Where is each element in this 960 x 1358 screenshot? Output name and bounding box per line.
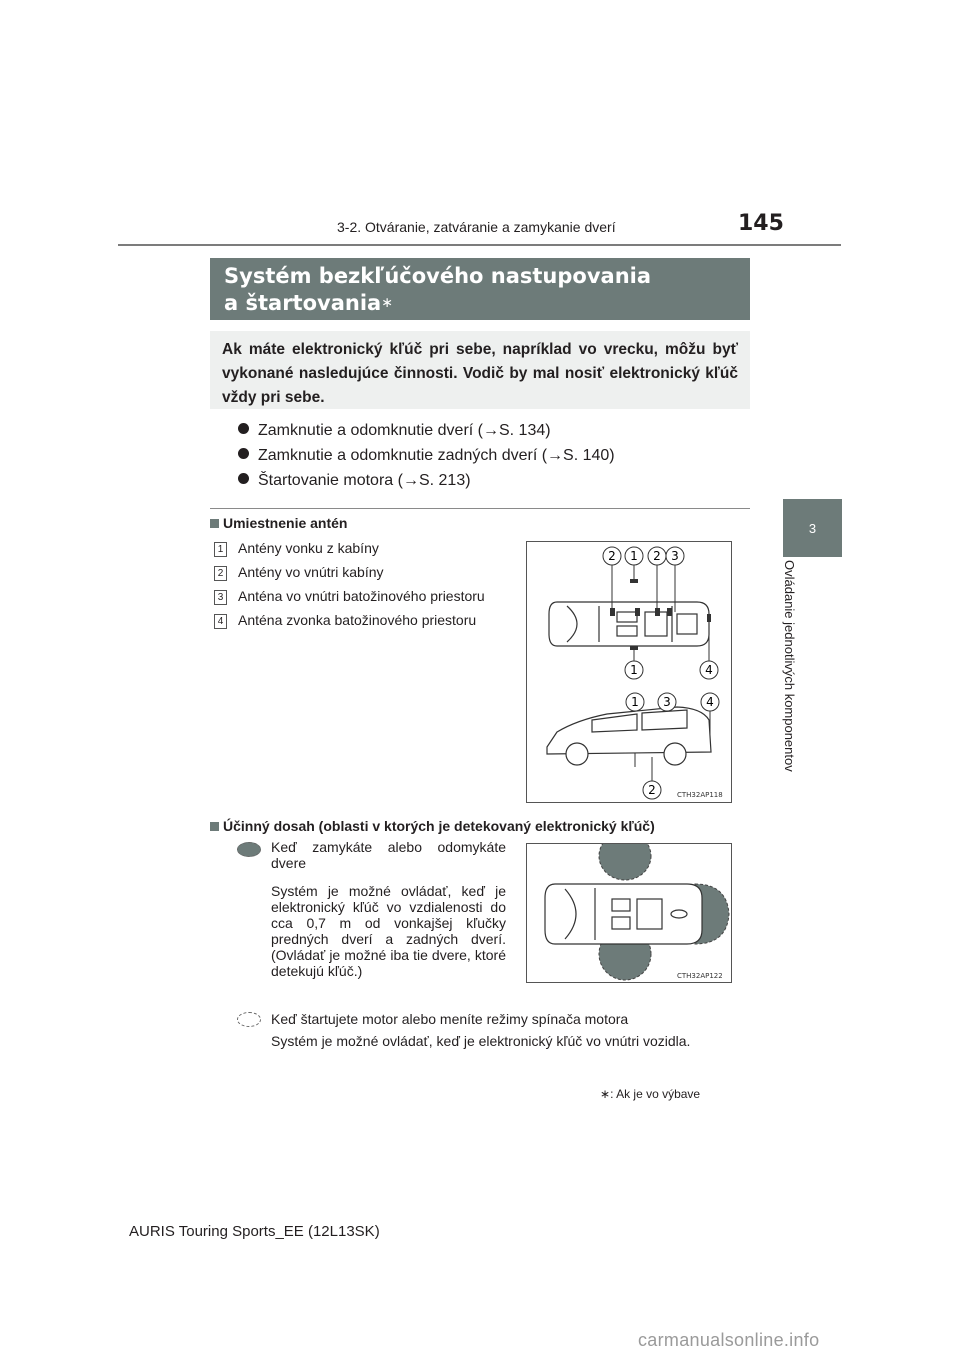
number-box-icon: 3: [214, 590, 227, 605]
callout-mid-1: [625, 661, 643, 679]
callout-label: 3: [671, 549, 679, 563]
watermark: carmanualsonline.info: [638, 1330, 820, 1350]
bullet-text: Zamknutie a odomknutie dverí (→S. 134): [258, 422, 551, 439]
bullet-dot-icon: [238, 448, 249, 459]
callout-label: 2: [608, 549, 616, 563]
chapter-number: 3: [808, 520, 817, 536]
car-top-view: [549, 602, 709, 646]
title-line-2: [224, 289, 393, 317]
bullet-dot-icon: [238, 473, 249, 484]
number-box-icon: 4: [214, 614, 227, 629]
callout-side-2: [658, 693, 676, 711]
callout-label: 4: [705, 663, 713, 677]
callout-label: 1: [630, 663, 638, 677]
bullet-dot-icon: [238, 423, 249, 434]
chapter-title: Ovládanie jednotlivých komponentov: [782, 560, 797, 772]
callout-top-3: [648, 547, 666, 565]
title-line-1: Systém bezkľúčového nastupovania: [224, 264, 652, 288]
chapter-tab: [783, 499, 842, 557]
antenna-diagram: [527, 542, 731, 802]
range-heading-text: Účinný dosah (oblasti v ktorých je detekovaný elektronický kľúč): [223, 818, 655, 834]
range-zone-outline-icon: [237, 1012, 261, 1027]
antennas-heading: [210, 515, 347, 531]
car-side-view: [547, 707, 711, 765]
callout-label: 1: [631, 695, 639, 709]
antenna-item: [214, 540, 379, 557]
range-zone-filled-icon: [237, 842, 261, 857]
chapter-title-vertical: [782, 560, 802, 805]
section-header: 3-2. Otváranie, zatváranie a zamykanie dverí: [337, 219, 616, 235]
bullet-item: [238, 472, 471, 490]
footnote: [600, 1087, 700, 1101]
callout-top-1: [603, 547, 621, 565]
antennas-heading-text: Umiestnenie antén: [223, 515, 348, 531]
engine-title: Keď štartujete motor alebo meníte režimy spínača motora: [271, 1011, 629, 1027]
antenna-label: Anténa zvonka batožinového priestoru: [238, 612, 477, 628]
section-rule: [210, 508, 750, 509]
callout-label: 2: [653, 549, 661, 563]
footer-model: AURIS Touring Sports_EE (12L13SK): [129, 1223, 380, 1240]
figure-code: CTH32AP122: [677, 972, 723, 980]
range-diagram: [527, 844, 731, 982]
doors-title: Keď zamykáte alebo odomykáte dvere: [271, 839, 506, 871]
car-top-view: [545, 884, 702, 944]
antenna-label: Anténa vo vnútri batožinového priestoru: [238, 588, 485, 604]
antenna-label: Antény vonku z kabíny: [238, 540, 379, 556]
number-box-icon: 1: [214, 542, 227, 557]
header-rule: [118, 244, 841, 246]
callout-top-2: [625, 547, 643, 565]
callout-label: 1: [630, 549, 638, 563]
callout-side-1: [626, 693, 644, 711]
callout-bottom-1: [643, 781, 661, 799]
number-box-icon: 2: [214, 566, 227, 581]
title-asterisk: ∗: [381, 295, 393, 311]
range-heading: [210, 818, 655, 834]
antenna-item: [214, 564, 384, 581]
callout-label: 3: [663, 695, 671, 709]
callout-mid-2: [700, 661, 718, 679]
square-bullet-icon: [210, 822, 219, 831]
bullet-text: Štartovanie motora (→S. 213): [258, 472, 471, 489]
page-number: 145: [738, 211, 784, 236]
antenna-label: Antény vo vnútri kabíny: [238, 564, 384, 580]
antenna-item: [214, 588, 485, 605]
figure-code: CTH32AP118: [677, 791, 723, 799]
title-banner: [210, 258, 750, 320]
bullet-item: [238, 447, 615, 465]
engine-text: Systém je možné ovládať, keď je elektronický kľúč vo vnútri vozidla.: [271, 1033, 691, 1049]
intro-box: [210, 331, 750, 409]
antenna-item: [214, 612, 476, 629]
callout-label: 2: [648, 783, 656, 797]
callout-label: 4: [706, 695, 714, 709]
callouts: [603, 547, 719, 799]
bullet-text: Zamknutie a odomknutie zadných dverí (→S. 140): [258, 447, 615, 464]
callout-side-3: [701, 693, 719, 711]
antenna-figure: [526, 541, 732, 803]
title-line-2-text: a štartovania: [224, 291, 382, 315]
footnote-text: : Ak je vo výbave: [610, 1087, 701, 1101]
intro-text: Ak máte elektronický kľúč pri sebe, napríklad vo vrecku, môžu byť vykonané nasledujúce činnosti. Vodič by mal nosiť elektronický kľúč vždy pri sebe.: [222, 341, 738, 406]
range-figure: [526, 843, 732, 983]
bullet-item: [238, 422, 551, 440]
callout-top-4: [666, 547, 684, 565]
square-bullet-icon: [210, 519, 219, 528]
doors-text: Systém je možné ovládať, keď je elektronický kľúč vo vzdialenosti do cca 0,7 m od vonkajšej kľučky predných dverí a zadných dverí. (Ovládať je možné iba tie dvere, ktoré detekujú kľúč.): [271, 883, 506, 979]
footnote-asterisk: ∗: [600, 1087, 611, 1101]
